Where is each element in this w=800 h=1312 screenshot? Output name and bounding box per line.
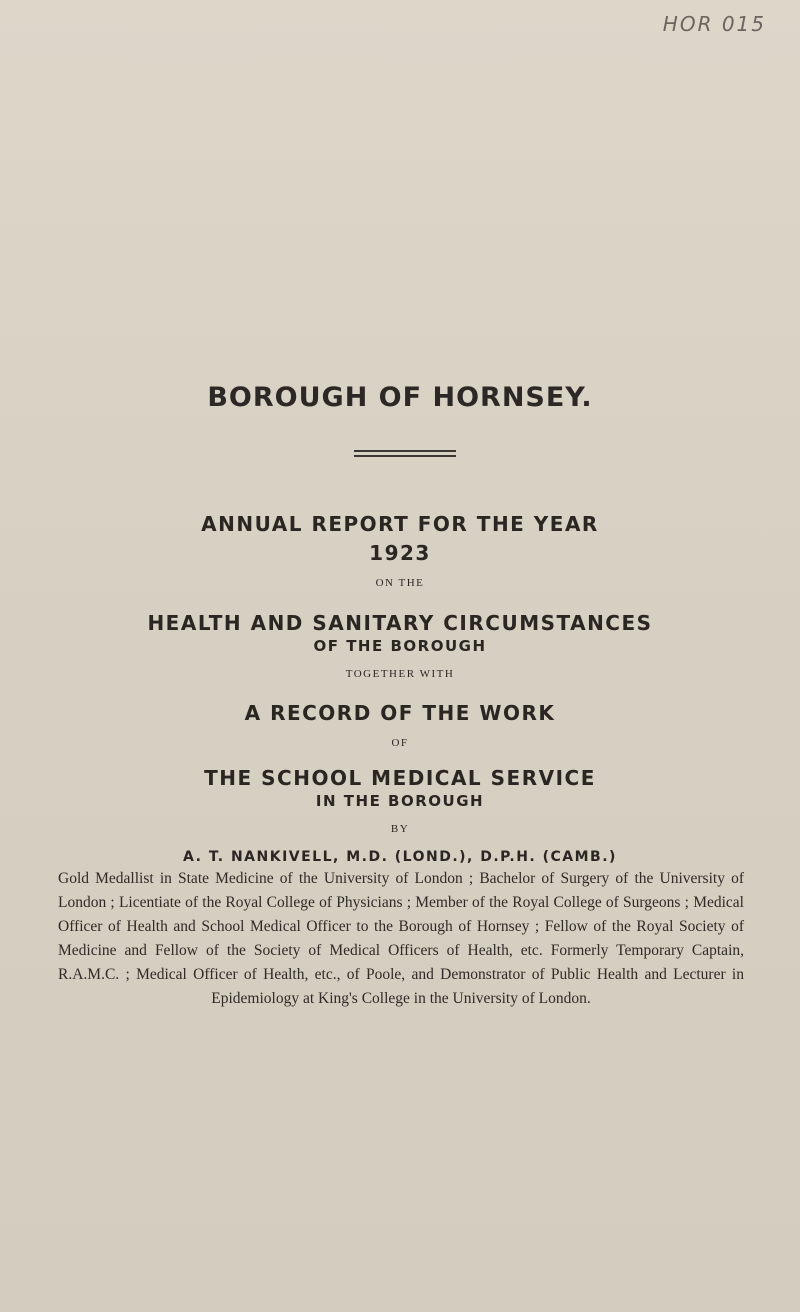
report-subject: HEALTH AND SANITARY CIRCUMSTANCES: [147, 611, 653, 635]
subject-subtitle: OF THE BOROUGH: [313, 637, 487, 655]
connector-together-with: TOGETHER WITH: [345, 668, 455, 680]
service-heading: THE SCHOOL MEDICAL SERVICE: [204, 766, 596, 790]
author-name: A. T. NANKIVELL, M.D. (LOND.), D.P.H. (CAMB.): [183, 849, 617, 865]
connector-by: BY: [390, 823, 410, 835]
report-year: 1923: [369, 541, 431, 565]
connector-of: OF: [391, 737, 409, 749]
report-heading: ANNUAL REPORT FOR THE YEAR: [201, 512, 599, 536]
page-title: BOROUGH OF HORNSEY.: [207, 382, 593, 413]
service-subtitle: IN THE BOROUGH: [315, 792, 485, 810]
archive-annotation: HOR 015: [662, 12, 766, 36]
connector-on-the: ON THE: [375, 577, 425, 589]
author-credentials: Gold Medallist in State Medicine of the University of London ; Bachelor of Surgery of the University of London ; Licentiate of the Royal College of Physicians ; Member of the Royal College of Surgeons ; Medical Officer of Health and School Medical Officer to the Borough of Hornsey ; Fellow of the Royal Society of Medicine and Fellow of the Society of Medical Officers of Health, etc. Formerly Temporary Captain, R.A.M.C. ; Medical Officer of Health, etc., of Poole, and Demonstrator of Public Health and Lecturer in Epidemiology at King's College in the University of London.: [58, 870, 744, 1007]
record-heading: A RECORD OF THE WORK: [244, 701, 556, 725]
double-rule-divider: [354, 450, 456, 460]
